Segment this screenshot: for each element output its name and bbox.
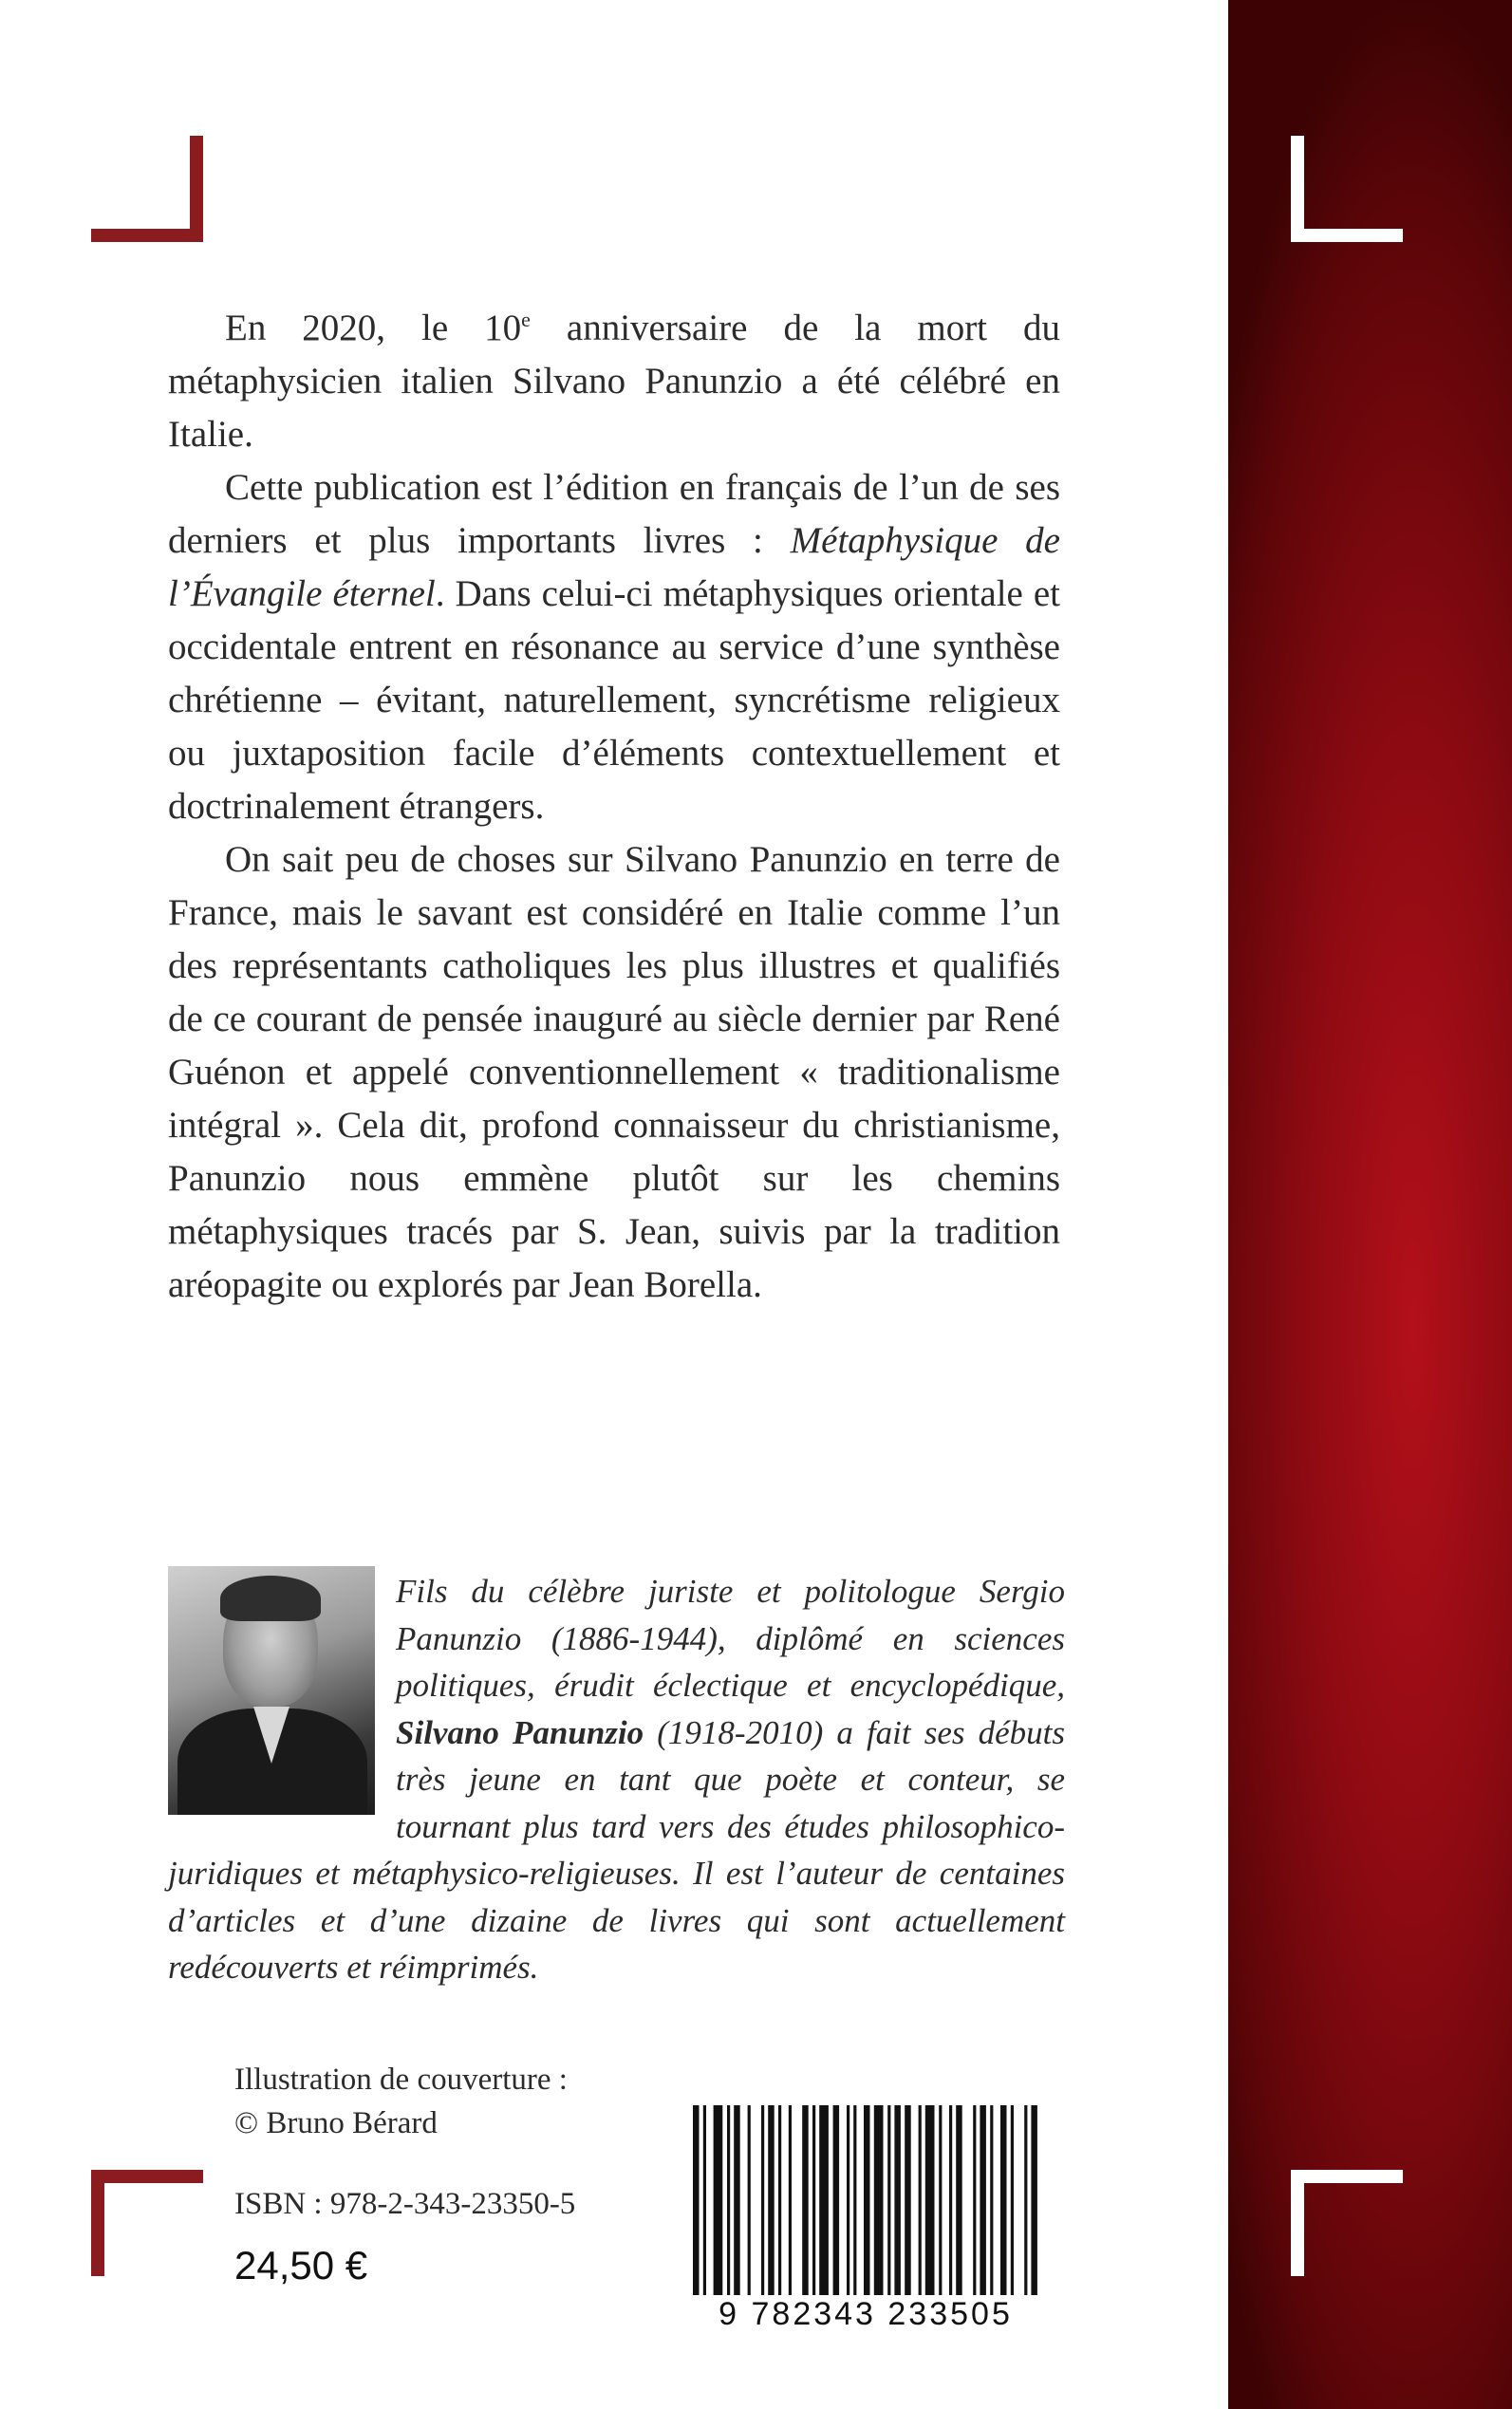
barcode-bar [789,2105,792,2295]
corner-bracket-icon [91,136,203,242]
price: 24,50 € [234,2243,368,2288]
credit-label: Illustration de couverture : [234,2063,568,2097]
barcode-bar [853,2105,856,2295]
barcode-bar [761,2105,764,2295]
barcode-bar [727,2105,730,2295]
barcode-bar [864,2105,870,2295]
book-title: Métaphysique de l’Évangile éternel [168,520,1060,614]
blurb-text [168,302,1060,1312]
barcode-bar [874,2105,884,2295]
barcode-bar [734,2105,740,2295]
isbn: ISBN : 978-2-343-23350-5 [234,2187,576,2221]
author-bio: Fils du célèbre juriste et politologue Sergio Panunzio (1886-1944), diplômé en sciences politiques, érudit éclectique et encyclopédique, Silvano Panunzio (1918-2010) a fait ses débuts très jeune en tant que poète et conteur, se tournant plus tard vers des études philosophico-juridiques et métaphysico-religieuses. Il est l’auteur de centaines d’articles et d’une dizaine de livres qui sont actuellement redécouverts et réimprimés. [168,1573,1065,1986]
barcode-bar [819,2105,829,2295]
corner-bracket-icon [1291,2170,1403,2276]
author-name: Silvano Panunzio [396,1713,644,1751]
barcode-bar [748,2105,751,2295]
corner-bracket-icon [1291,136,1403,242]
barcode-bar [949,2105,952,2295]
barcode-icon [685,2105,1046,2295]
barcode-bar [973,2105,976,2295]
blurb-paragraph-3: On sait peu de choses sur Silvano Panunzio en terre de France, mais le savant est considéré en Italie comme l’un des représentants catholiques les plus illustres et qualifiés de ce courant de pensée inauguré au siècle dernier par René Guénon et appelé conventionnellement « traditionalisme intégral ». Cela dit, profond connaisseur du christianisme, Panunzio nous emmène plutôt sur les chemins métaphysiques tracés par S. Jean, suivis par la tradition aréopagite ou explorés par Jean Borella. [168,839,1060,1305]
barcode-bar [778,2105,781,2295]
barcode-bar [980,2105,986,2295]
corner-bracket-icon [91,2170,203,2276]
barcode-bar [925,2105,935,2295]
spine-panel [1228,0,1512,2409]
barcode-bar [1031,2105,1037,2295]
barcode-bar [939,2105,942,2295]
barcode-bar [714,2105,723,2295]
cover-credit [234,2058,568,2145]
barcode-bar [919,2105,922,2295]
barcode-bar [693,2105,700,2295]
blurb-paragraph-1: En 2020, le 10e anniversaire de la mort du métaphysicien italien Silvano Panunzio a été célébré en Italie. [168,308,1060,455]
barcode-bar [812,2105,815,2295]
barcode-digits: 9 782343 233505 [719,2296,1013,2332]
barcode-bar [990,2105,993,2295]
blurb-paragraph-2: Cette publication est l’édition en français de l’un de ses derniers et plus importants livres : Métaphysique de l’Évangile éternel. Dans celui-ci métaphysiques orientale et occidentale entrent en résonance au service d’une synthèse chrétienne – évitant, naturellement, syncrétisme religieux ou juxtaposition facile d’éléments contextuellement et doctrinalement étrangers. [168,467,1060,827]
barcode-bar [1024,2105,1027,2295]
barcode-bar [1000,2105,1007,2295]
barcode-bar [703,2105,706,2295]
barcode-bar [833,2105,840,2295]
barcode-bar [1011,2105,1014,2295]
barcode-bar [887,2105,890,2295]
barcode [685,2105,1046,2333]
barcode-bar [905,2105,911,2295]
barcode-bar [894,2105,901,2295]
barcode-bar [956,2105,962,2295]
barcode-bar [802,2105,809,2295]
barcode-bar [768,2105,775,2295]
barcode-bar [847,2105,849,2295]
credit-author: © Bruno Bérard [234,2106,438,2140]
